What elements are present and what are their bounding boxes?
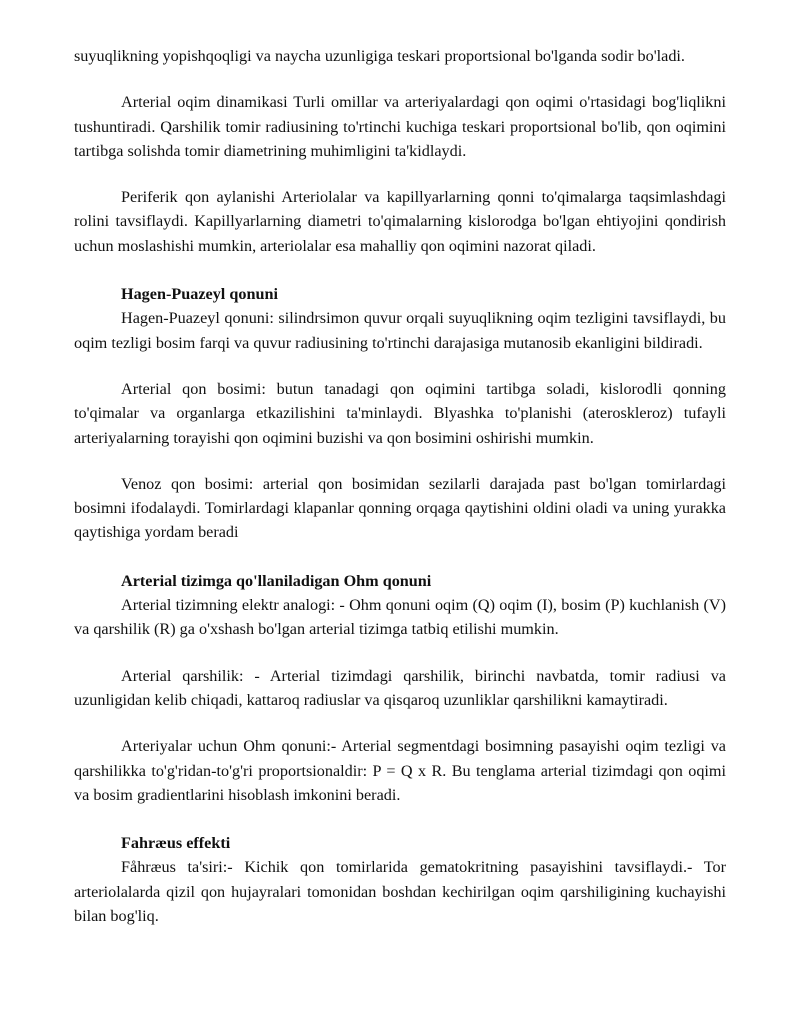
paragraph-arterial-pressure: Arterial qon bosimi: butun tanadagi qon oqimini tartibga soladi, kislorodli qonning to'qimalar va organlarga etkazilishini ta'minlaydi. Blyashka to'planishi (ateroskleroz) tufayli arteriyalarning torayishi qon oqimini buzishi va qon bosimini oshirishi mumkin. [74,379,726,447]
paragraph-hagen-poiseuille: Hagen-Puazeyl qonuni: silindrsimon quvur orqali suyuqlikning oqim tezligini tavsiflaydi, bu oqim tezligi bosim farqi va quvur radiusining to'rtinchi darajasiga mutanosib ekanligini bildiradi. [74,309,726,352]
heading-hagen-poiseuille: Hagen-Puazeyl qonuni [121,285,278,304]
paragraph-ohm-law-arteries: Arteriyalar uchun Ohm qonuni:- Arterial segmentdagi bosimning pasayishi oqim tezligi va qarshilikka to'g'ridan-to'g'ri proportsionaldir: P = Q x R. Bu tenglama arterial tizimdagi qon oqimi va bosim gradientlarini hisoblash imkonini beradi. [74,737,726,804]
heading-fahraeus-effect: Fahræus effekti [121,834,231,853]
paragraph-peripheral-circulation: Periferik qon aylanishi Arteriolalar va kapillyarlarning qonni to'qimalarga taqsimlashdagi rolini tavsiflaydi. Kapillyarlarning diametri to'qimalarning kislorodga bo'lgan ehtiyojini qondirish uchun moslashishi mumkin, arteriolalar esa mahalliy qon oqimini nazorat qiladi. [74,188,726,255]
paragraph-arterial-resistance: Arterial qarshilik: - Arterial tizimdagi qarshilik, birinchi navbatda, tomir radiusi va uzunligidan kelib chiqadi, kattaroq radiuslar va qisqaroq uzunliklar qarshilikni kamaytiradi. [74,666,726,709]
paragraph-electric-analog: Arterial tizimning elektr analogi: - Ohm qonuni oqim (Q) oqim (I), bosim (P) kuchlanish (V) va qarshilik (R) ga o'xshash bo'lgan arterial tizimga tatbiq etilishi mumkin. [74,596,726,639]
paragraph-continuation: suyuqlikning yopishqoqligi va naycha uzunligiga teskari proportsional bo'lganda sodir bo'ladi. [74,47,685,65]
paragraph-fahraeus-effect: Fåhræus ta'siri:- Kichik qon tomirlarida gematokritning pasayishini tavsiflaydi.- Tor arteriolalarda qizil qon hujayralari tomonidan boshdan kechirilgan oqim qarshiligining kuchayishi bilan bog'liq. [74,858,726,926]
paragraph-venous-pressure: Venoz qon bosimi: arterial qon bosimidan sezilarli darajada past bo'lgan tomirlardagi bosimni ifodalaydi. Tomirlardagi klapanlar qonning orqaga qaytishini oldini oladi va uning yurakka qaytishiga yordam beradi [74,474,726,542]
heading-ohm-law: Arterial tizimga qo'llaniladigan Ohm qonuni [121,571,432,590]
paragraph-arterial-flow-dynamics: Arterial oqim dinamikasi Turli omillar va arteriyalardagi qon oqimi o'rtasidagi bog'liqlikni tushuntiradi. Qarshilik tomir radiusining to'rtinchi kuchiga teskari proportsional bo'lib, qon oqimini tartibga solishda tomir diametrining muhimligini ta'kidlaydi. [74,93,726,160]
